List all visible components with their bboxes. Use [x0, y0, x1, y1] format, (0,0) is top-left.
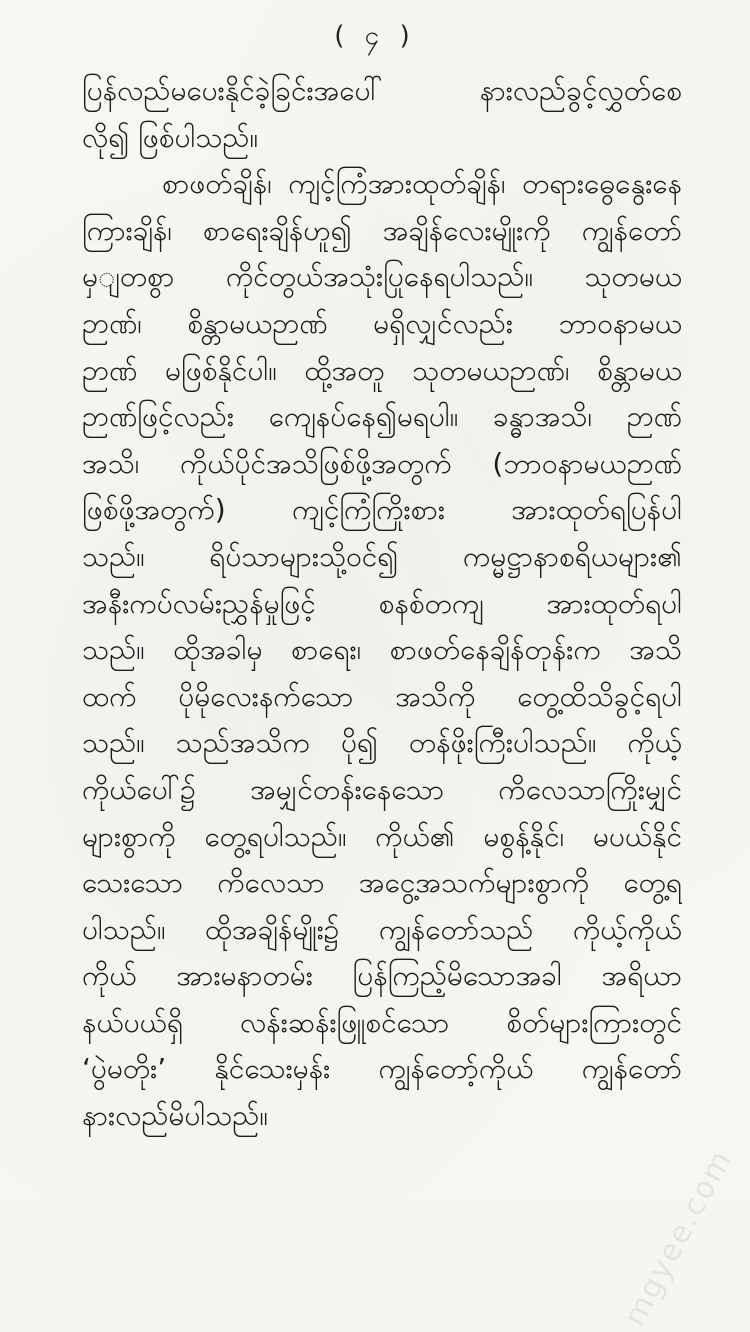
text-line: မှျတစွာ ကိုင်တွယ်အသုံးပြုနေရပါသည်။ သုတမယ: [82, 260, 682, 294]
text-line: သည်။ ရိပ်သာများသို့ဝင်၍ ကမ္မဋ္ဌာနာစရိယများ၏: [82, 539, 682, 573]
text-line: သည်။ သည်အသိက ပို၍ တန်ဖိုးကြီးပါသည်။ ကိုယ့်: [82, 726, 682, 760]
text-line: ‘ပွဲမတိုး’ နိုင်သေးမှန်း ကျွန်တော့်ကိုယ် ကျွန်တော်: [82, 1052, 682, 1086]
text-line: စာဖတ်ချိန်၊ ကျင့်ကြံအားထုတ်ချိန်၊ တရားဓွေနွေးနေ: [162, 167, 682, 201]
body-text: [82, 68, 682, 1140]
text-line: သည်။ ထိုအခါမှ စာရေး၊ စာဖတ်နေချိန်တုန်းက အသိ: [82, 633, 682, 667]
text-line: နားလည်မိပါသည်။: [82, 1099, 268, 1133]
text-line: ပြန်လည်မပေးနိုင်ခဲ့ခြင်းအပေါ် နားလည်ခွင့်လွှတ်စေ: [82, 74, 682, 107]
text-line: နယ်ပယ်ရှိ လန်းဆန်းဖြူစင်သော စိတ်များကြားတွင်: [82, 1005, 682, 1039]
text-line: ပါသည်။ ထိုအချိန်မျိုး၌ ကျွန်တော်သည် ကိုယ့်ကိုယ်: [82, 912, 682, 946]
text-line: သေးသော ကိလေသာ အငွေ့အသက်များစွာကို တွေ့ရ: [82, 866, 682, 900]
text-line: လို၍ ဖြစ်ပါသည်။: [82, 120, 258, 154]
text-line: ဖြစ်ဖို့အတွက်) ကျင့်ကြံကြိုးစား အားထုတ်ရပြန်ပါ: [82, 493, 682, 527]
text-line: ကြားချိန်၊ စာရေးချိန်ဟူ၍ အချိန်လေးမျိုးကို ကျွန်တော်: [82, 213, 682, 247]
text-line: ဉာဏ် မဖြစ်နိုင်ပါ။ ထို့အတူ သုတမယဉာဏ်၊ စိန္တာမယ: [82, 353, 682, 387]
text-line: ကိုယ်ပေါ်၌ အမျှင်တန်းနေသော ကိလေသာကြိုးမျှင်: [82, 772, 682, 806]
text-line: ဉာဏ်၊ စိန္တာမယဉာဏ် မရှိလျှင်လည်း ဘာဝနာမယ: [82, 306, 682, 340]
text-line: ကိုယ် အားမနာတမ်း ပြန်ကြည့်မိသောအခါ အရိယာ: [82, 959, 682, 993]
text-line: အသိ၊ ကိုယ်ပိုင်အသိဖြစ်ဖို့အတွက် (ဘာဝနာမယဉာဏ်: [82, 446, 682, 480]
text-line: ထက် ပိုမိုလေးနက်သော အသိကို တွေ့ထိသိခွင့်ရပါ: [82, 679, 682, 713]
watermark: mgyee.com: [617, 1143, 740, 1332]
page-number: ( ၄ ): [334, 21, 416, 51]
text-line: များစွာကို တွေ့ရပါသည်။ ကိုယ်၏ မစွန့်နိုင်၊ မပယ်နိုင်: [82, 819, 682, 853]
text-line: အနီးကပ်လမ်းညွှန်မှုဖြင့် စနစ်တကျ အားထုတ်ရပါ: [82, 586, 682, 620]
text-line: ဉာဏ်ဖြင့်လည်း ကျေနပ်နေ၍မရပါ။ ခန္ဓာအသိ၊ ဉာဏ်: [82, 400, 682, 434]
